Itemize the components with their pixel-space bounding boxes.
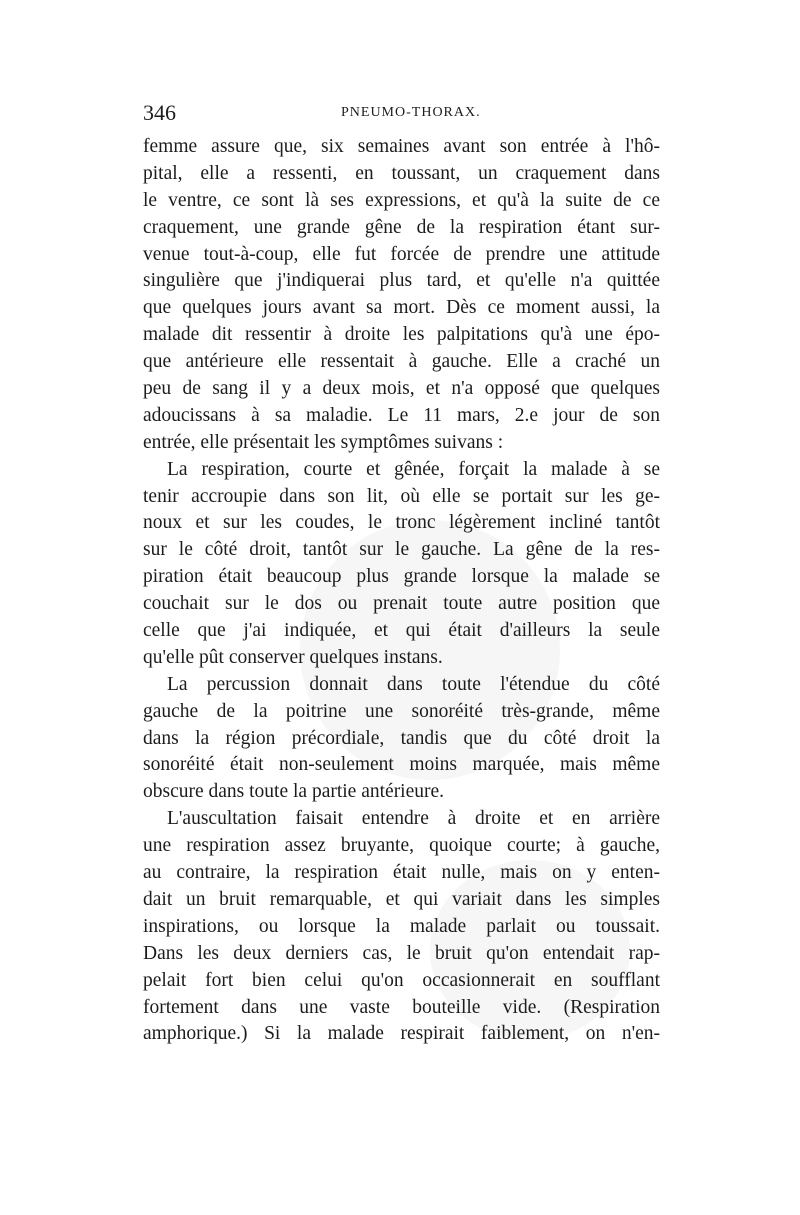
text-line: inspirations, ou lorsque la malade parlait ou toussait. xyxy=(143,915,660,937)
text-line: peu de sang il y a deux mois, et n'a opposé que quelques xyxy=(143,378,660,400)
text-line: pelait fort bien celui qu'on occasionnerait en soufflant xyxy=(143,969,660,991)
text-line: malade dit ressentir à droite les palpitations qu'à une épo- xyxy=(143,324,660,346)
text-line: sonoréité était non-seulement moins marquée, mais même xyxy=(143,754,660,776)
body-text xyxy=(143,134,660,1048)
text-line: adoucissans à sa maladie. Le 11 mars, 2.e jour de son xyxy=(143,404,660,426)
text-line: femme assure que, six semaines avant son entrée à l'hô- xyxy=(143,136,660,157)
text-line: La percussion donnait dans toute l'étendue du côté xyxy=(167,673,660,695)
running-head: PNEUMO-THORAX. xyxy=(341,105,481,120)
page-header xyxy=(143,96,663,130)
text-line: que quelques jours avant sa mort. Dès ce moment aussi, la xyxy=(143,297,660,319)
text-line: le ventre, ce sont là ses expressions, et qu'à la suite de ce xyxy=(143,189,660,211)
text-line: tenir accroupie dans son lit, où elle se portait sur les ge- xyxy=(143,485,660,507)
text-line: noux et sur les coudes, le tronc légèrement incliné tantôt xyxy=(143,512,660,534)
text-line: dans la région précordiale, tandis que du côté droit la xyxy=(143,727,660,749)
text-line: pital, elle a ressenti, en toussant, un craquement dans xyxy=(143,162,660,184)
text-line: singulière que j'indiquerai plus tard, et qu'elle n'a quittée xyxy=(143,270,660,292)
text-line: gauche de la poitrine une sonoréité très-grande, même xyxy=(143,700,660,722)
text-line: venue tout-à-coup, elle fut forcée de prendre une attitude xyxy=(143,243,660,265)
text-line: fortement dans une vaste bouteille vide. (Respiration xyxy=(143,996,660,1018)
text-line: craquement, une grande gêne de la respiration étant sur- xyxy=(143,216,660,238)
text-line: entrée, elle présentait les symptômes suivans : xyxy=(143,431,504,453)
text-line: L'auscultation faisait entendre à droite et en arrière xyxy=(167,808,660,830)
text-line: Dans les deux derniers cas, le bruit qu'on entendait rap- xyxy=(143,942,660,964)
text-line: dait un bruit remarquable, et qui variait dans les simples xyxy=(143,888,660,910)
text-line: une respiration assez bruyante, quoique courte; à gauche, xyxy=(143,835,660,857)
text-line: qu'elle pût conserver quelques instans. xyxy=(143,646,443,668)
text-line: amphorique.) Si la malade respirait faiblement, on n'en- xyxy=(143,1023,660,1045)
text-line: La respiration, courte et gênée, forçait la malade à se xyxy=(167,458,660,480)
text-line: sur le côté droit, tantôt sur le gauche. La gêne de la res- xyxy=(143,539,660,561)
text-line: obscure dans toute la partie antérieure. xyxy=(143,781,445,803)
text-line: celle que j'ai indiquée, et qui était d'ailleurs la seule xyxy=(143,620,660,642)
text-line: piration était beaucoup plus grande lorsque la malade se xyxy=(143,566,660,588)
text-line: couchait sur le dos ou prenait toute autre position que xyxy=(143,593,660,615)
text-line: au contraire, la respiration était nulle, mais on y enten- xyxy=(143,862,660,884)
page-number: 346 xyxy=(143,100,176,125)
text-line: que antérieure elle ressentait à gauche. Elle a craché un xyxy=(143,351,660,373)
